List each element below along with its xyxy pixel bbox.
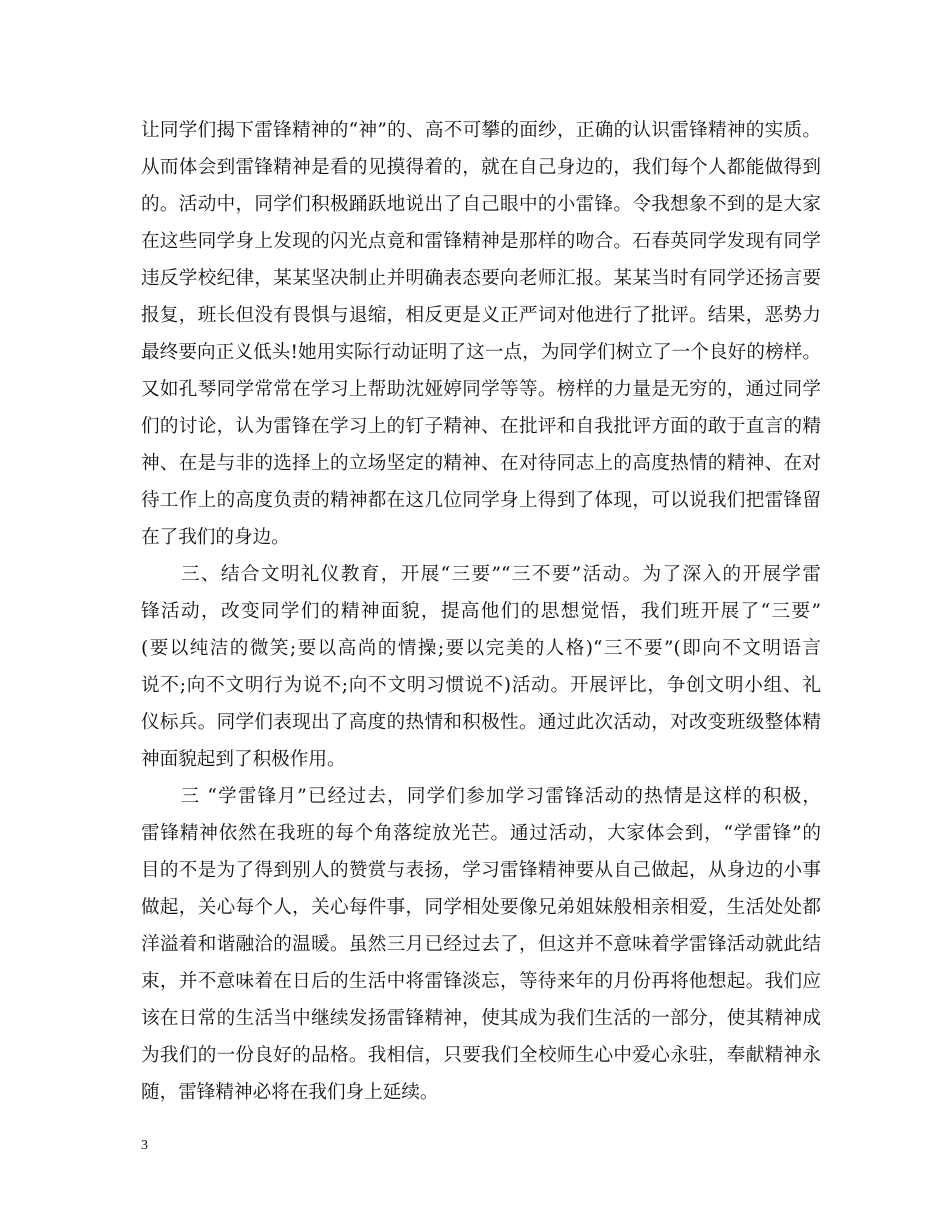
text-line: 说不;向不文明行为说不;向不文明习惯说不)活动。开展评比，争创文明小组、礼 [141, 675, 821, 696]
text-line: 违反学校纪律，某某坚决制止并明确表态要向老师汇报。某某当时有同学还扬言要 [141, 268, 821, 289]
text-line: 三 “学雷锋月”已经过去，同学们参加学习雷锋活动的热情是这样的积极， [141, 786, 821, 807]
text-line: 为我们的一份良好的品格。我相信，只要我们全校师生心中爱心永驻，奉献精神永 [141, 1045, 821, 1066]
text-line: 目的不是为了得到别人的赞赏与表扬，学习雷锋精神要从自己做起，从身边的小事 [141, 860, 821, 881]
text-line: 最终要向正义低头!她用实际行动证明了这一点，为同学们树立了一个良好的榜样。 [141, 342, 821, 363]
text-line: 做起，关心每个人，关心每件事，同学相处要像兄弟姐妹般相亲相爱，生活处处都 [141, 897, 821, 918]
text-line: 神、在是与非的选择上的立场坚定的精神、在对待同志上的高度热情的精神、在对 [141, 453, 821, 474]
text-line: (要以纯洁的微笑;要以高尚的情操;要以完美的人格)“三不要”(即向不文明语言 [141, 638, 821, 659]
text-line: 锋活动，改变同学们的精神面貌，提高他们的思想觉悟，我们班开展了“三要” [141, 601, 821, 622]
text-line: 又如孔琴同学常常在学习上帮助沈娅婷同学等等。榜样的力量是无穷的，通过同学 [141, 379, 821, 400]
text-line: 们的讨论，认为雷锋在学习上的钉子精神、在批评和自我批评方面的敢于直言的精 [141, 416, 821, 437]
text-line: 让同学们揭下雷锋精神的“神”的、高不可攀的面纱，正确的认识雷锋精神的实质。 [141, 120, 821, 141]
page-number: 3 [141, 1138, 148, 1153]
text-line: 雷锋精神依然在我班的每个角落绽放光芒。通过活动，大家体会到，“学雷锋”的 [141, 823, 821, 844]
text-line: 报复，班长但没有畏惧与退缩，相反更是义正严词对他进行了批评。结果，恶势力 [141, 305, 821, 326]
text-line: 三、结合文明礼仪教育，开展“三要”“三不要”活动。为了深入的开展学雷 [141, 564, 821, 585]
text-line: 洋溢着和谐融洽的温暖。虽然三月已经过去了，但这并不意味着学雷锋活动就此结 [141, 934, 821, 955]
text-line: 束，并不意味着在日后的生活中将雷锋淡忘，等待来年的月份再将他想起。我们应 [141, 971, 821, 992]
text-line: 在了我们的身边。 [141, 527, 290, 548]
text-line: 随，雷锋精神必将在我们身上延续。 [141, 1082, 439, 1103]
text-line: 神面貌起到了积极作用。 [141, 749, 346, 770]
text-line: 从而体会到雷锋精神是看的见摸得着的，就在自己身边的，我们每个人都能做得到 [141, 157, 821, 178]
text-line: 的。活动中，同学们积极踊跃地说出了自己眼中的小雷锋。令我想象不到的是大家 [141, 194, 821, 215]
text-line: 仪标兵。同学们表现出了高度的热情和积极性。通过此次活动，对改变班级整体精 [141, 712, 821, 733]
text-line: 在这些同学身上发现的闪光点竟和雷锋精神是那样的吻合。石春英同学发现有同学 [141, 231, 821, 252]
text-line: 该在日常的生活当中继续发扬雷锋精神，使其成为我们生活的一部分，使其精神成 [141, 1008, 821, 1029]
text-line: 待工作上的高度负责的精神都在这几位同学身上得到了体现，可以说我们把雷锋留 [141, 490, 821, 511]
